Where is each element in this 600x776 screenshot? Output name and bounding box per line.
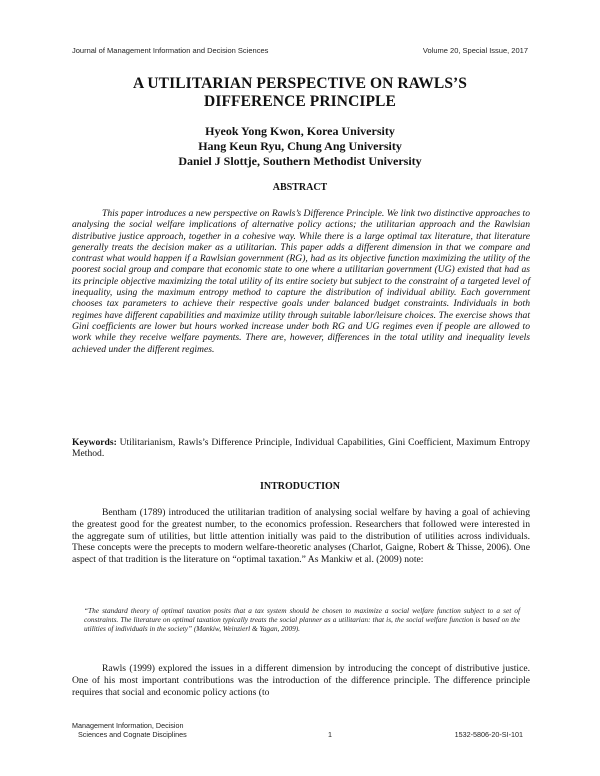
paper-title	[60, 75, 540, 111]
author-line: Daniel J Slottje, Southern Methodist University	[178, 154, 422, 168]
keywords	[72, 437, 530, 460]
abstract-heading: ABSTRACT	[272, 182, 328, 193]
title-line: DIFFERENCE PRINCIPLE	[204, 93, 396, 110]
footer-line: Sciences and Cognate Disciplines	[78, 730, 187, 739]
intro-paragraph-1: Bentham (1789) introduced the utilitarian tradition of analysing social welfare by having a goal of achieving the greatest good for the greatest number, to the economics profession. Researchers that followed were interested in the aggregate sum of utilities, but little attention initially was paid to the distribution of utilities across individuals. These concepts were the precepts to modern welfare-theoretic analyses (Charlot, Gaigne, Robert & Thisse, 2006). One aspect of that tradition is the literature on “optimal taxation.” As Mankiw et al. (2009) note:	[72, 507, 530, 566]
author-list	[60, 124, 540, 169]
introduction-heading: INTRODUCTION	[259, 481, 340, 492]
footer-journal	[72, 721, 187, 739]
journal-name: Journal of Management Information and Decision Sciences	[72, 46, 269, 55]
article-code: 1532-5806-20-SI-101	[454, 730, 523, 739]
intro-paragraph-2: Rawls (1999) explored the issues in a different dimension by introducing the concept of distributive justice. One of his most important contributions was the introduction of the difference principle. The difference principle requires that social and economic policy actions (to	[72, 663, 530, 698]
block-quote: “The standard theory of optimal taxation posits that a tax system should be chosen to maximize a social welfare function subject to a set of constraints. The literature on optimal taxation typically treats the social planner as a utilitarian: that is, the social welfare function is based on the utilities of individuals in the society” (Mankiw, Weinzierl & Yagan, 2009).	[84, 606, 520, 634]
keywords-label: Keywords:	[72, 437, 117, 448]
volume-info: Volume 20, Special Issue, 2017	[422, 46, 528, 55]
author-line: Hyeok Yong Kwon, Korea University	[205, 124, 395, 138]
author-line: Hang Keun Ryu, Chung Ang University	[198, 139, 402, 153]
abstract-text: This paper introduces a new perspective on Rawls’s Difference Principle. We link two distinctive approaches to analysing the social welfare implications of alternative policy actions; the utilitarian approach and the Rawlsian distributive justice approach, together in a cohesive way. While there is a large optimal tax literature, that literature generally treats the decision maker as a utilitarian. This paper adds a different dimension in that we compare and contrast what would happen if a Rawlsian government (RG), had as its objective function maximizing the utility of the poorest social group and compare that economic state to one where a utilitarian government (UG) existed that had as its principle objective maximizing the total utility of its entire society but subject to the constraint of a targeted level of inequality, using the maximum entropy method to capture the distribution of individual ability. Each government chooses tax parameters to achieve their respective goals under balanced budget constraints. Individuals in both regimes have different capabilities and maximize utility through suitable labor/leisure choices. The exercise shows that Gini coefficients are lower but hours worked increase under both RG and UG regimes even if people are allowed to work while they receive welfare payments. There are, however, differences in the total utility and inequality levels achieved under the different regimes.	[72, 208, 530, 355]
footer-line: Management Information, Decision	[72, 721, 184, 730]
title-line: A UTILITARIAN PERSPECTIVE ON RAWLS’S	[132, 75, 468, 92]
keywords-text: Utilitarianism, Rawls’s Difference Principle, Individual Capabilities, Gini Coefficient, Maximum Entropy Method.	[72, 437, 530, 460]
page-number: 1	[328, 730, 332, 739]
